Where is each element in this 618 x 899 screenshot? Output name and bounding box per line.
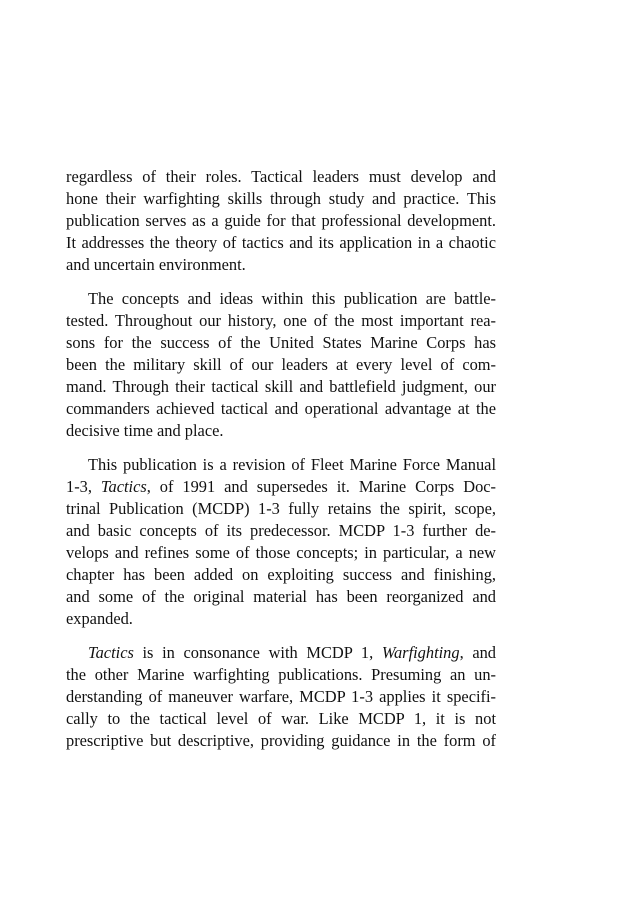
paragraph-line: commanders achieved tactical and operational advantage at the — [66, 399, 496, 418]
paragraph-line: sons for the success of the United States Marine Corps has — [66, 333, 496, 352]
paragraph-line: regardless of their roles. Tactical leaders must develop and — [66, 167, 496, 186]
paragraph-line: and basic concepts of its predecessor. MCDP 1-3 further de- — [66, 521, 496, 540]
line-text: is in consonance with MCDP 1, — [133, 643, 382, 662]
paragraph-line: prescriptive but descriptive, providing guidance in the form of — [66, 731, 496, 750]
paragraph-4 — [66, 642, 496, 752]
italic-title-warfighting: Warfighting — [381, 643, 460, 662]
paragraph-line: derstanding of maneuver warfare, MCDP 1-3 applies it specifi- — [66, 687, 496, 706]
paragraph-line: and some of the original material has been reorganized and — [66, 587, 496, 606]
paragraph-line — [66, 476, 496, 498]
paragraph-line: The concepts and ideas within this publication are battle- — [88, 289, 496, 308]
paragraph-line: publication serves as a guide for that professional development. — [66, 211, 496, 230]
paragraph-line: hone their warfighting skills through study and practice. This — [66, 189, 496, 208]
paragraph-line: and uncertain environment. — [66, 255, 246, 274]
paragraph-line: velops and refines some of those concepts; in particular, a new — [66, 543, 496, 562]
paragraph-line: expanded. — [66, 609, 133, 628]
italic-title-tactics: Tactics — [100, 477, 147, 496]
line-text: , and — [459, 643, 496, 662]
paragraph-2 — [66, 288, 496, 442]
paragraph-line: the other Marine warfighting publications. Presuming an un- — [66, 665, 496, 684]
paragraph-3 — [66, 454, 496, 630]
paragraph-line: decisive time and place. — [66, 421, 224, 440]
paragraph-line: chapter has been added on exploiting success and finishing, — [66, 565, 496, 584]
paragraph-line: trinal Publication (MCDP) 1-3 fully retains the spirit, scope, — [66, 499, 496, 518]
line-text: , of 1991 and supersedes it. Marine Corps Doc- — [146, 477, 497, 496]
paragraph-line: tested. Throughout our history, one of the most important rea- — [66, 311, 496, 330]
paragraph-line: mand. Through their tactical skill and battlefield judgment, our — [66, 377, 496, 396]
paragraph-line: cally to the tactical level of war. Like MCDP 1, it is not — [66, 709, 496, 728]
paragraph-line — [66, 642, 496, 664]
line-text: 1-3, — [66, 477, 101, 496]
paragraph-1 — [66, 166, 496, 276]
italic-title-tactics: Tactics — [88, 643, 134, 662]
paragraph-line: This publication is a revision of Fleet Marine Force Manual — [88, 455, 496, 474]
paragraph-line: been the military skill of our leaders at every level of com- — [66, 355, 496, 374]
paragraph-line: It addresses the theory of tactics and its application in a chaotic — [66, 233, 496, 252]
